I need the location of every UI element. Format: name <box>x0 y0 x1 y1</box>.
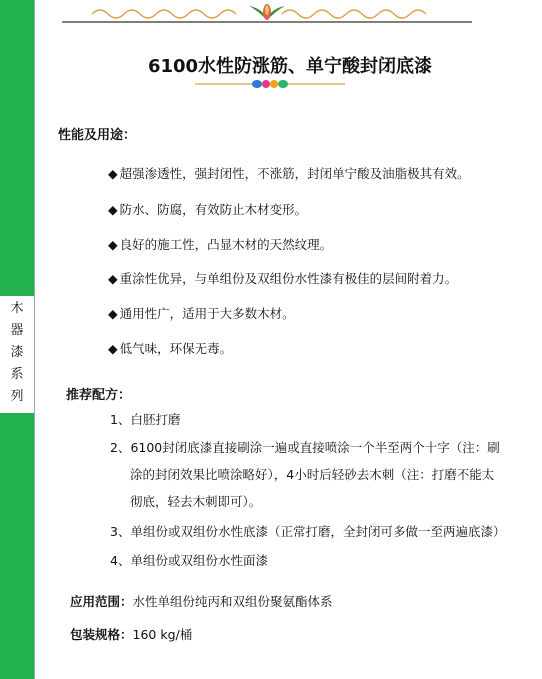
diamond-bullet-icon: ◆ <box>108 237 118 252</box>
diamond-bullet-icon: ◆ <box>108 202 118 217</box>
recommended-step: 3、单组份或双组份水性底漆（正常打磨，全封闭可多做一至两遍底漆） <box>110 524 506 539</box>
diamond-bullet-icon: ◆ <box>108 271 118 286</box>
recommended-step: 1、白胚打磨 <box>110 412 181 427</box>
diamond-bullet-icon: ◆ <box>108 166 118 181</box>
recommended-step: 2、6100封闭底漆直接刷涂一遍或直接喷涂一个半至两个十字（注：刷 <box>110 440 500 455</box>
sidebar-divider <box>34 0 35 679</box>
performance-item: ◆ 防水、防腐，有效防止木材变形。 <box>108 202 308 217</box>
recommended-step: 4、单组份或双组份水性面漆 <box>110 553 268 568</box>
diamond-bullet-icon: ◆ <box>108 341 118 356</box>
recommended-step-continued: 彻底，轻去木刺即可）。 <box>130 494 262 509</box>
diamond-bullet-icon: ◆ <box>108 306 118 321</box>
header-ornament-icon <box>62 4 472 26</box>
performance-item: ◆ 重涂性优异，与单组份及双组份水性漆有极佳的层间附着力。 <box>108 271 458 286</box>
performance-item: ◆ 通用性广，适用于大多数木材。 <box>108 306 295 321</box>
application-range: 应用范围：水性单组份纯丙和双组份聚氨酯体系 <box>70 594 333 609</box>
sidebar-green-bottom <box>0 413 34 679</box>
performance-item: ◆ 良好的施工性，凸显木材的天然纹理。 <box>108 237 333 252</box>
performance-item: ◆ 超强渗透性，强封闭性，不涨筋，封闭单宁酸及油脂极其有效。 <box>108 166 470 181</box>
page-title: 6100水性防涨筋、单宁酸封闭底漆 <box>147 56 433 77</box>
recommended-heading: 推荐配方： <box>66 388 132 403</box>
sidebar-label: 木 器 漆 系 列 <box>10 301 24 404</box>
sidebar-green-top <box>0 0 34 296</box>
performance-heading: 性能及用途： <box>58 128 137 143</box>
recommended-step-continued: 涂的封闭效果比喷涂略好），4小时后轻砂去木刺（注：打磨不能太 <box>130 467 495 482</box>
performance-item: ◆ 低气味，环保无毒。 <box>108 341 233 356</box>
title-ornament-icon <box>195 78 345 90</box>
packaging-spec: 包装规格：160 kg/桶 <box>70 627 193 642</box>
